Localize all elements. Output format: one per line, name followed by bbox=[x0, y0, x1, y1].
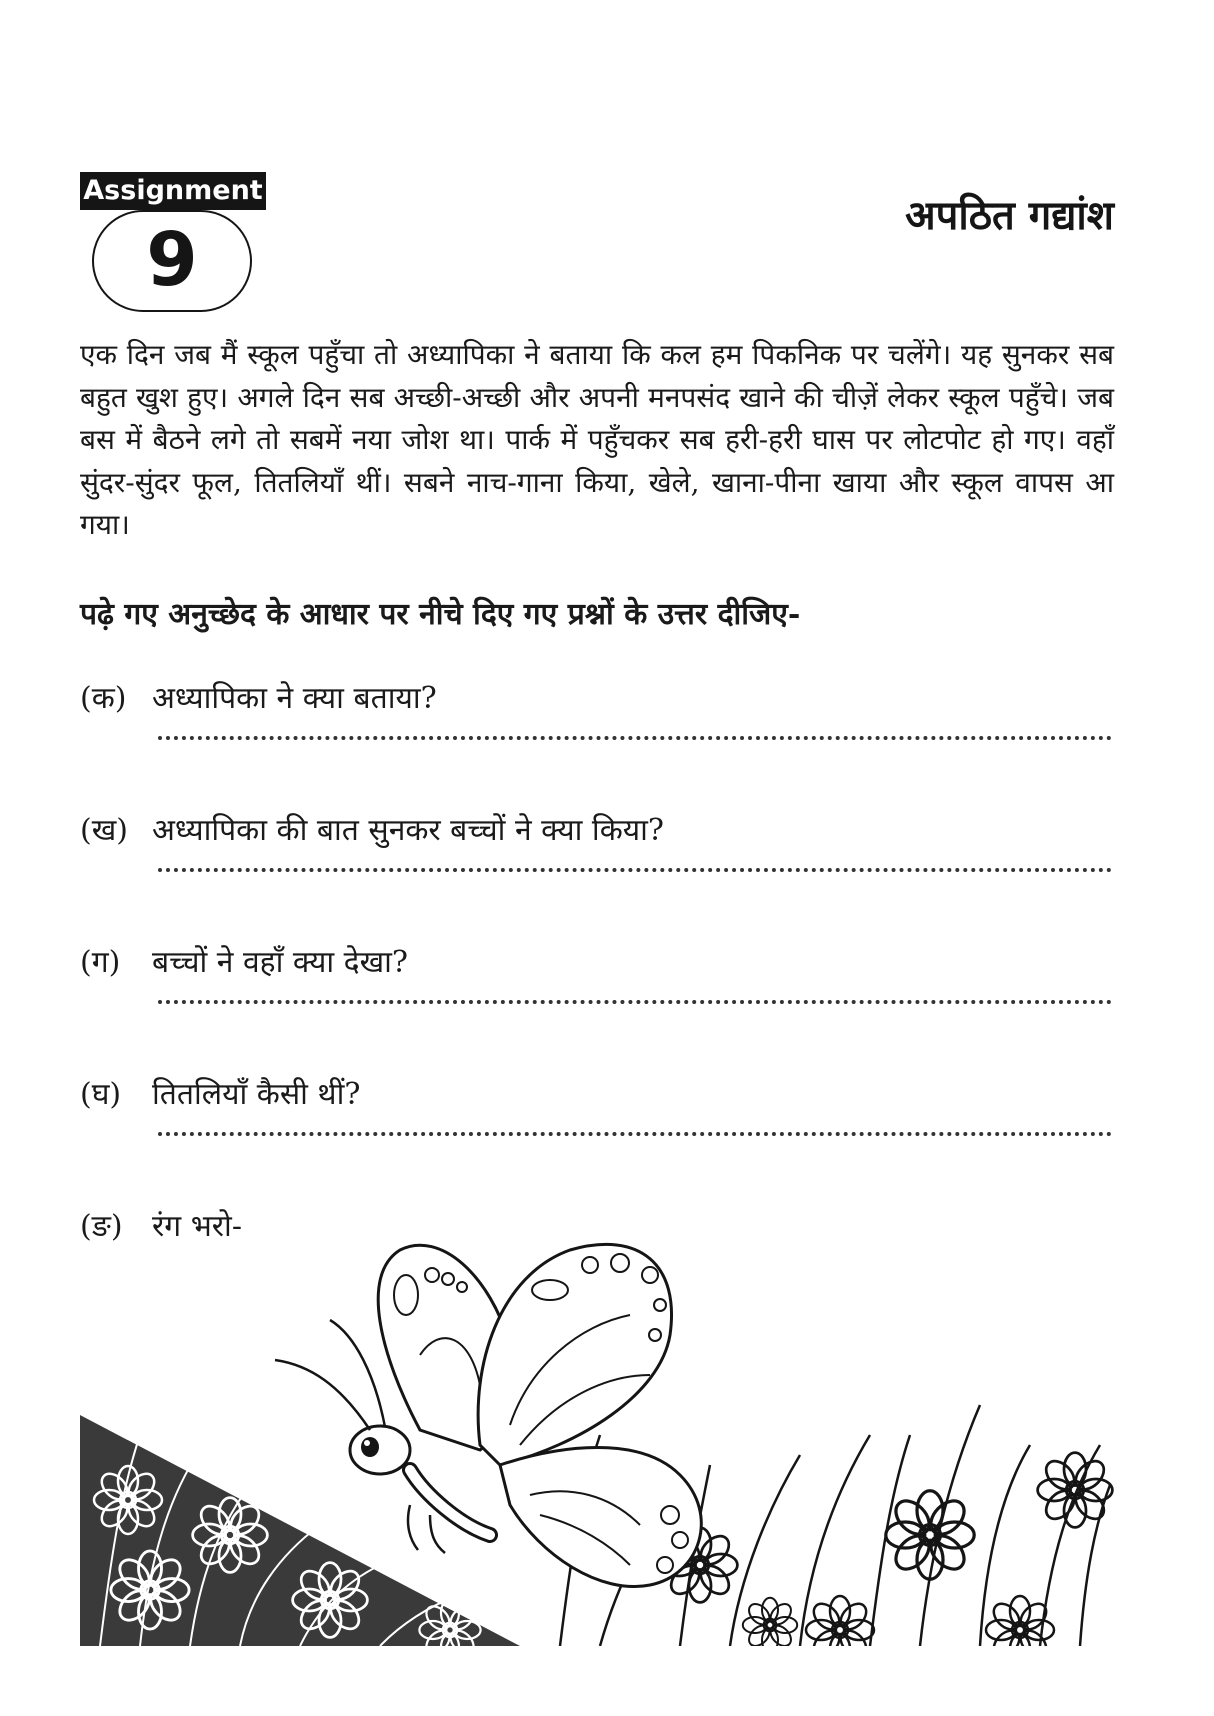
question-text: तितलियाँ कैसी थीं? bbox=[152, 1077, 361, 1112]
answer-line[interactable] bbox=[158, 1132, 1112, 1136]
question-text: अध्यापिका ने क्या बताया? bbox=[152, 681, 437, 716]
question-text: रंग भरो- bbox=[152, 1209, 242, 1244]
answer-line[interactable] bbox=[158, 1000, 1112, 1004]
question-text: अध्यापिका की बात सुनकर बच्चों ने क्या किया? bbox=[152, 813, 664, 848]
question-label: (ङ) bbox=[80, 1209, 123, 1244]
question-text: बच्चों ने वहाँ क्या देखा? bbox=[152, 945, 408, 980]
question-label: (क) bbox=[80, 681, 127, 716]
assignment-label: Assignment bbox=[80, 172, 266, 210]
butterfly-and-flowers-coloring-icon bbox=[80, 1235, 1114, 1646]
instruction-text: पढ़े गए अनुच्छेद के आधार पर नीचे दिए गए प्रश्नों के उत्तर दीजिए- bbox=[80, 597, 801, 632]
assignment-number: 9 bbox=[92, 210, 252, 312]
question-label: (ख) bbox=[80, 813, 128, 848]
question-label: (घ) bbox=[80, 1077, 122, 1112]
answer-line[interactable] bbox=[158, 736, 1112, 740]
page-title: अपठित गद्यांश bbox=[905, 193, 1114, 239]
question-label: (ग) bbox=[80, 945, 121, 980]
passage-text: एक दिन जब मैं स्कूल पहुँचा तो अध्यापिका ने बताया कि कल हम पिकनिक पर चलेंगे। यह सुनकर सब बहुत खुश हुए। अगले दिन सब अच्छी-अच्छी और अपनी मनपसंद खाने की चीज़ें लेकर स्कूल पहुँचे। जब बस में बैठने लगे तो सबमें नया जोश था। पार्क में पहुँचकर सब हरी-हरी घास पर लोटपोट हो गए। वहाँ सुंदर-सुंदर फूल, तितलियाँ थीं। सबने नाच-गाना किया, खेले, खाना-पीना खाया और स्कूल वापस आ गया। bbox=[80, 338, 1114, 541]
answer-line[interactable] bbox=[158, 868, 1112, 872]
